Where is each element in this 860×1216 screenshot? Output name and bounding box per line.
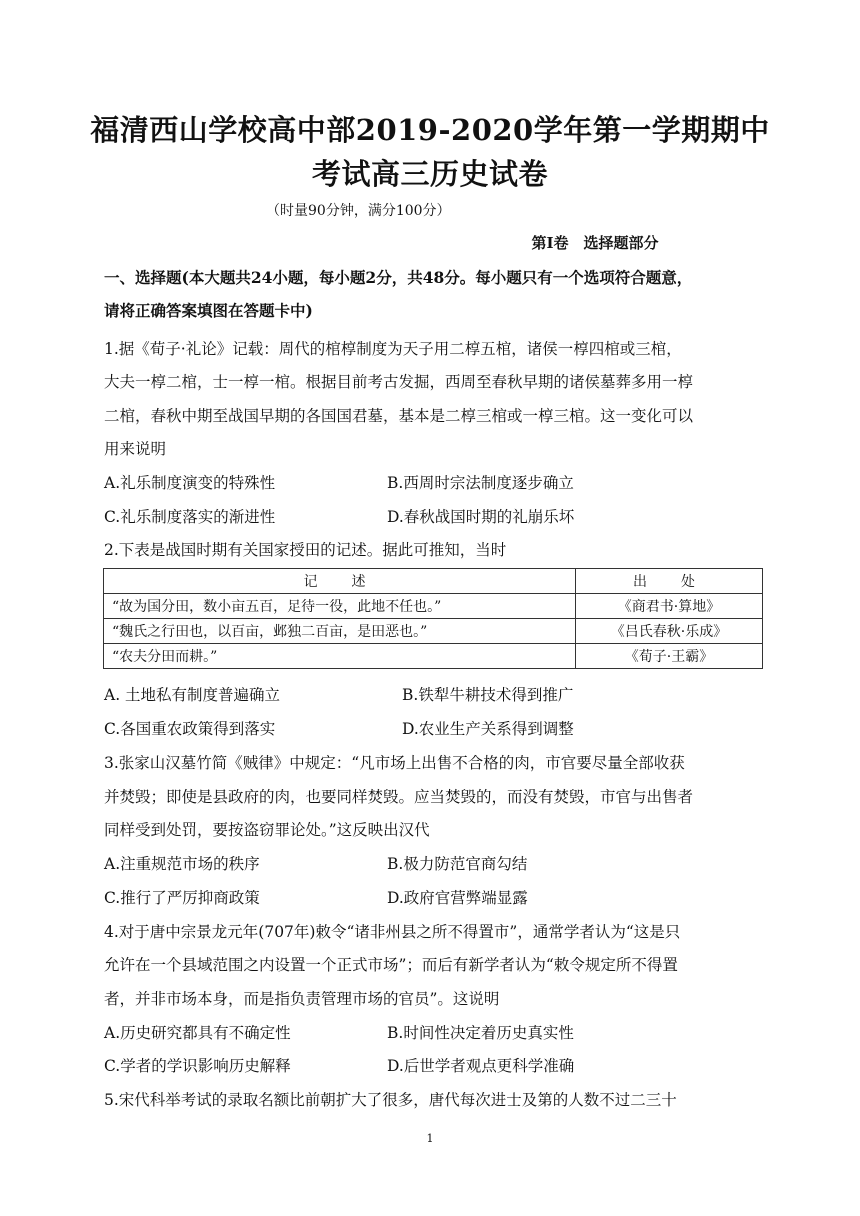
q3-line-3: 同样受到处罚，要按盗窃罪论处。”这反映出汉代 — [104, 821, 430, 839]
q3-option-d: D.政府官营弊端显露 — [387, 889, 528, 907]
q1-line-2: 大夫一椁二棺，士一椁一棺。根据目前考古发掘，西周至春秋早期的诸侯墓葬多用一椁 — [104, 373, 694, 391]
q2-option-b: B.铁犁牛耕技术得到推广 — [402, 686, 574, 704]
table-cell-record: “魏氏之行田也，以百亩，邺独二百亩，是田恶也。” — [104, 619, 576, 644]
q1-line-3: 二棺，春秋中期至战国早期的各国国君墓，基本是二椁三棺或一椁三棺。这一变化可以 — [104, 407, 694, 425]
q3-option-a: A.注重规范市场的秩序 — [104, 855, 260, 873]
q1-option-a: A.礼乐制度演变的特殊性 — [104, 474, 276, 492]
page-number: 1 — [426, 1132, 434, 1145]
q4-option-c: C.学者的学识影响历史解释 — [104, 1057, 291, 1075]
q3-option-b: B.极力防范官商勾结 — [387, 855, 528, 873]
q3-line-2: 并焚毁；即使是县政府的肉，也要同样焚毁。应当焚毁的，而没有焚毁，市官与出售者 — [104, 788, 694, 806]
q2-stem: 2.下表是战国时期有关国家授田的记述。据此可推知，当时 — [104, 541, 507, 559]
table-row — [104, 619, 763, 644]
table-header-source: 出 处 — [576, 569, 763, 594]
q4-option-a: A.历史研究都具有不确定性 — [104, 1024, 291, 1042]
q2-option-a: A. 土地私有制度普遍确立 — [104, 686, 281, 704]
q1-option-c: C.礼乐制度落实的渐进性 — [104, 508, 276, 526]
table-cell-record: “故为国分田，数小亩五百，足待一役，此地不任也。” — [104, 594, 576, 619]
q2-option-d: D.农业生产关系得到调整 — [402, 720, 574, 738]
q4-line-3: 者，并非市场本身，而是指负责管理市场的官员”。这说明 — [104, 990, 500, 1008]
q3-option-c: C.推行了严厉抑商政策 — [104, 889, 260, 907]
q2-option-c: C.各国重农政策得到落实 — [104, 720, 276, 738]
instructions-line-1: 一、选择题(本大题共24小题，每小题2分，共48分。每小题只有一个选项符合题意， — [104, 268, 693, 287]
table-row — [104, 594, 763, 619]
q1-option-b: B.西周时宗法制度逐步确立 — [387, 474, 574, 492]
table-header-row — [104, 569, 763, 594]
table-cell-record: “农夫分田而耕。” — [104, 644, 576, 669]
q3-line-1: 3.张家山汉墓竹简《贼律》中规定：“凡市场上出售不合格的肉，市官要尽量全部收获 — [104, 754, 685, 772]
table-cell-source: 《荀子·王霸》 — [576, 644, 763, 669]
q1-line-1: 1.据《荀子·礼论》记载：周代的棺椁制度为天子用二椁五棺，诸侯一椁四棺或三棺， — [104, 340, 682, 358]
instructions-line-2: 请将正确答案填图在答题卡中) — [104, 301, 313, 320]
q1-line-4: 用来说明 — [104, 440, 167, 458]
exam-subtitle: （时量90分钟，满分100分） — [266, 203, 451, 219]
table-row — [104, 644, 763, 669]
q1-option-d: D.春秋战国时期的礼崩乐坏 — [387, 508, 575, 526]
table-cell-source: 《商君书·算地》 — [576, 594, 763, 619]
q4-line-1: 4.对于唐中宗景龙元年(707年)敕令“诸非州县之所不得置市”，通常学者认为“这是只 — [104, 923, 681, 941]
exam-title-line2: 考试高三历史试卷 — [311, 157, 548, 191]
q4-option-b: B.时间性决定着历史真实性 — [387, 1024, 574, 1042]
q5-line-1: 5.宋代科举考试的录取名额比前朝扩大了很多，唐代每次进士及第的人数不过二三十 — [104, 1091, 677, 1109]
table-header-record: 记 述 — [104, 569, 576, 594]
table-cell-source: 《吕氏春秋·乐成》 — [576, 619, 763, 644]
exam-title-line1: 福清西山学校高中部2019-2020学年第一学期期中 — [90, 113, 770, 147]
section-title: 第Ⅰ卷 选择题部分 — [531, 234, 659, 252]
q4-line-2: 允许在一个县域范围之内设置一个正式市场”；而后有新学者认为“敕令规定所不得置 — [104, 956, 678, 974]
q4-option-d: D.后世学者观点更科学准确 — [387, 1057, 575, 1075]
q2-record-table — [103, 568, 763, 669]
